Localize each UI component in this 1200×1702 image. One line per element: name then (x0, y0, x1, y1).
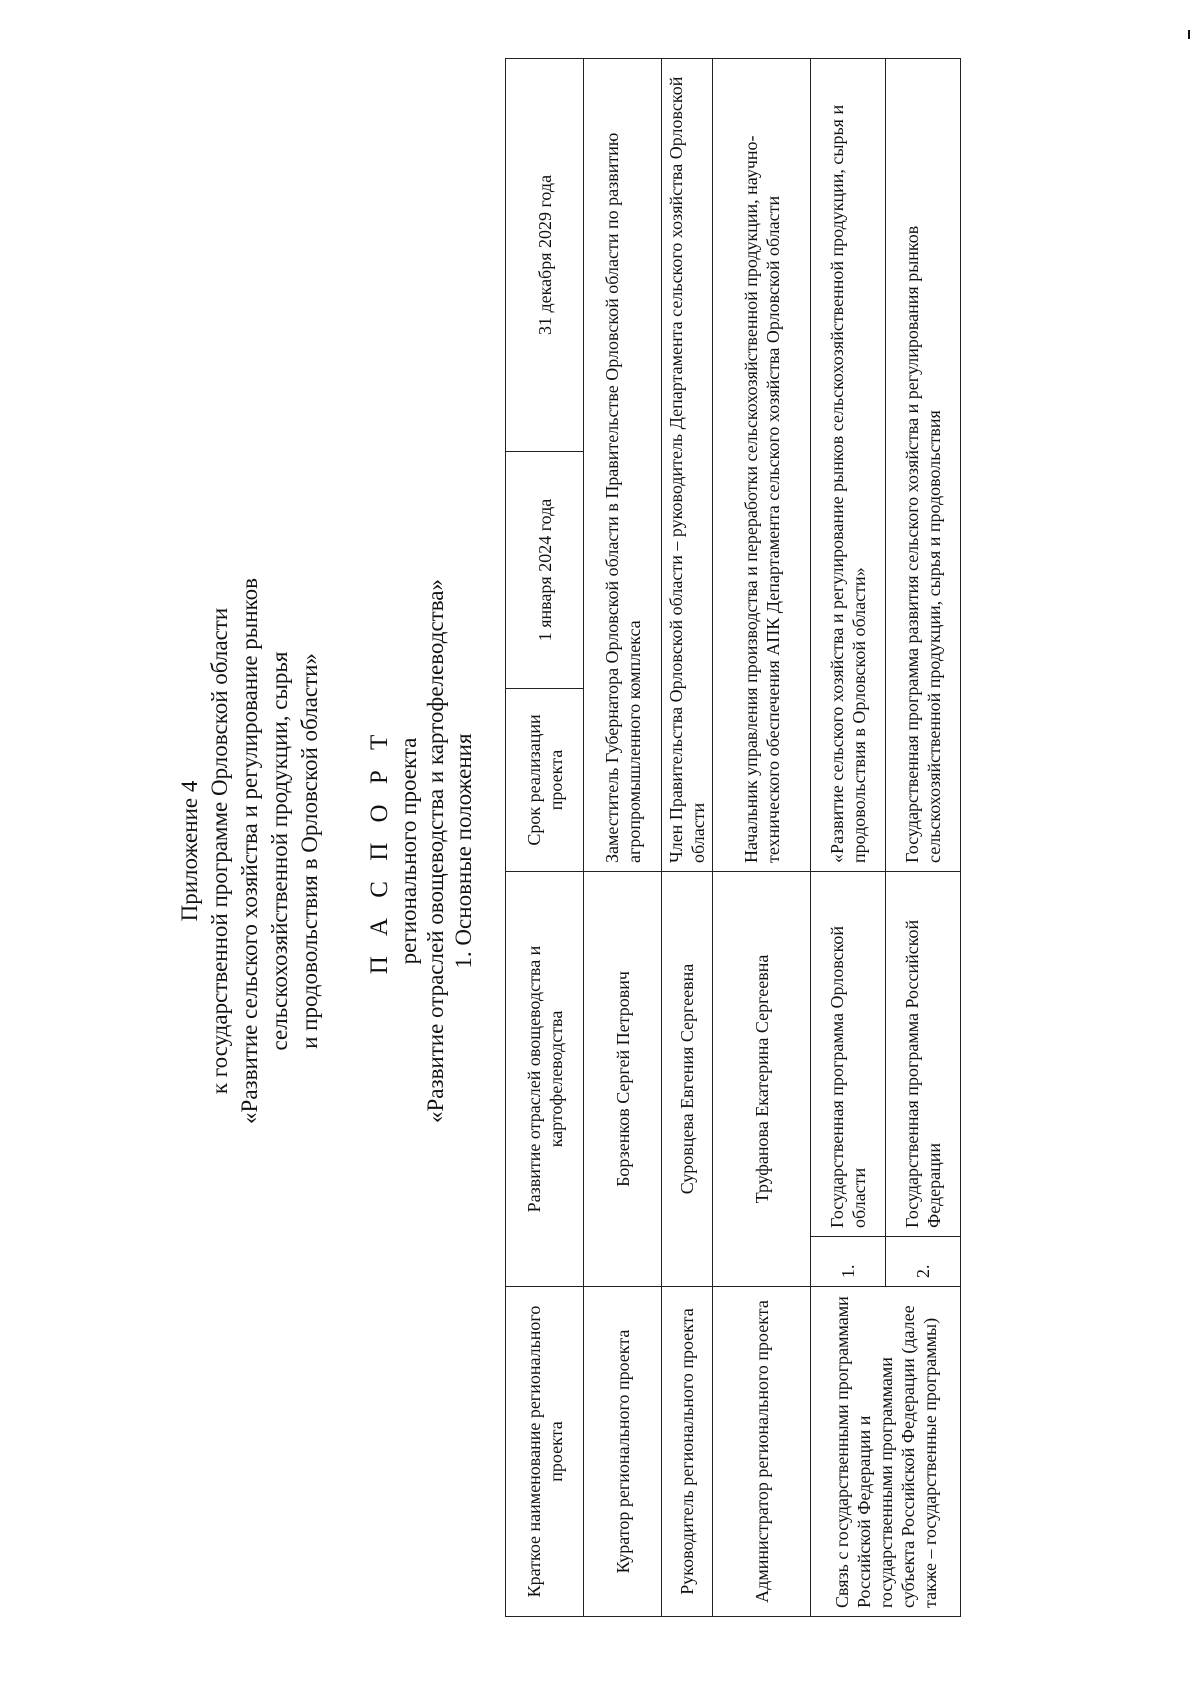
passport-subtitle: регионального проекта (396, 737, 421, 965)
passport-title: П А С П О Р Т (366, 727, 393, 975)
annex-number: Приложение 4 (177, 780, 202, 922)
annex-line: и продовольствия в Орловской области» (297, 653, 322, 1049)
program-number: 1. (811, 1237, 886, 1287)
admin-name: Труфанова Екатерина Сергеевна (713, 871, 811, 1286)
program-name: Государственная программа развития сельского хозяйства и регулирования рынков сельскохозяйственной продукции, сырья и продовольствия (886, 58, 961, 871)
end-date: 31 декабря 2029 года (506, 58, 584, 451)
program-name: «Развитие сельского хозяйства и регулирование рынков сельскохозяйственной продукции, сырья и продовольствия в Орловской области» (811, 58, 886, 871)
passport-table (505, 58, 961, 1617)
program-type: Государственная программа Орловской области (811, 871, 886, 1236)
table-row (584, 58, 662, 1616)
curator-position: Заместитель Губернатора Орловской области в Правительстве Орловской области по развитию агропромышленного комплекса (584, 58, 662, 871)
page-edge-mark (1188, 30, 1190, 39)
admin-position: Начальник управления производства и переработки сельскохозяйственной продукции, научно-технического обеспечения АПК Департамента сельского хозяйства Орловской области (713, 58, 811, 871)
table-row (506, 58, 584, 1616)
project-name: «Развитие отраслей овощеводства и картофелеводства» (423, 579, 448, 1124)
table-row (811, 58, 886, 1616)
row-label: Краткое наименование регионального проекта (506, 1287, 584, 1617)
annex-line: «Развитие сельского хозяйства и регулирование рынков (237, 578, 262, 1124)
program-type: Государственная программа Российской Федерации (886, 871, 961, 1236)
table-row (662, 58, 713, 1616)
curator-name: Борзенков Сергей Петрович (584, 871, 662, 1286)
passport-title-block (365, 0, 449, 1702)
annex-header (175, 0, 325, 1702)
annex-line: сельскохозяйственной продукции, сырья (267, 651, 292, 1051)
section-title: 1. Основные положения (451, 733, 476, 969)
head-position: Член Правительства Орловской области – руководитель Департамента сельского хозяйства Орловской области (662, 58, 713, 871)
table-row (713, 58, 811, 1616)
short-name-value: Развитие отраслей овощеводства и картофелеводства (506, 871, 584, 1286)
start-date: 1 января 2024 года (506, 451, 584, 688)
period-label: Срок реализации проекта (506, 688, 584, 871)
head-name: Суровцева Евгения Сергеевна (662, 871, 713, 1286)
row-label: Куратор регионального проекта (584, 1287, 662, 1617)
annex-line: к государственной программе Орловской области (207, 607, 232, 1095)
program-number: 2. (886, 1237, 961, 1287)
row-label: Администратор регионального проекта (713, 1287, 811, 1617)
links-label: Связь с государственными программами Российской Федерации и государственными программами субъекта Российской Федерации (далее также – государственные программы) (811, 1287, 961, 1617)
row-label: Руководитель регионального проекта (662, 1287, 713, 1617)
